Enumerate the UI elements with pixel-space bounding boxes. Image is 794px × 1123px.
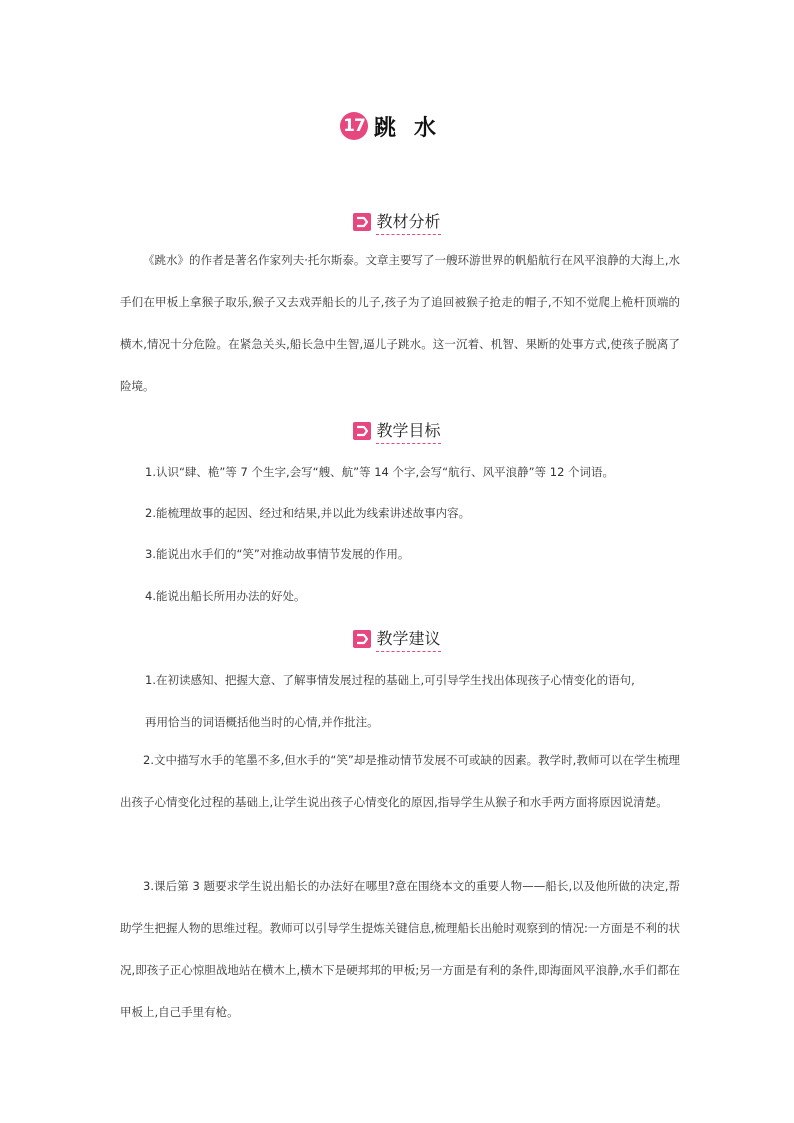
lesson-title: [0, 108, 794, 144]
suggestion-paragraph: 3.课后第 3 题要求学生说出船长的办法好在哪里?意在围绕本文的重要人物——船长,以及他所做的决定,帮助学生把握人物的思维过程。教师可以引导学生提炼关键信息,梳理船长出舱时观察到的情况:一方面是不利的状况,即孩子正心惊胆战地站在横木上,横木下是硬邦邦的甲板;另一方面是有利的条件,即海面风平浪静,水手们都在甲板上,自己手里有枪。: [120, 879, 680, 1019]
suggestion-item: 再用恰当的词语概括他当时的心情,并作批注。: [145, 715, 379, 729]
goal-item: 4.能说出船长所用办法的好处。: [145, 589, 306, 603]
suggestion-paragraph: 2.文中描写水手的笔墨不多,但水手的“笑”却是推动情节发展不可或缺的因素。教学时,教师可以在学生梳理出孩子心情变化过程的基础上,让学生说出孩子心情变化的原因,指导学生从猴子和水手两方面将原因说清楚。: [120, 753, 680, 809]
analysis-paragraph: 《跳水》的作者是著名作家列夫·托尔斯泰。文章主要写了一艘环游世界的帆船航行在风平浪静的大海上,水手们在甲板上拿猴子取乐,猴子又去戏弄船长的儿子,孩子为了追回被猴子抢走的帽子,不知不觉爬上桅杆顶端的横木,情况十分危险。在紧急关头,船长急中生智,逼儿子跳水。这一沉着、机智、果断的处事方式,使孩子脱离了险境。: [120, 253, 680, 393]
section-marker-icon: [353, 213, 371, 231]
suggestion-item: 1.在初读感知、把握大意、了解事情发展过程的基础上,可引导学生找出体现孩子心情变化的语句,: [145, 673, 635, 687]
section-marker-icon: [353, 422, 371, 440]
section-heading-analysis: [0, 209, 794, 235]
section-title: 教学建议: [376, 626, 440, 652]
lesson-title-text: 跳水: [373, 115, 454, 141]
section-title: 教材分析: [376, 209, 440, 235]
section-heading-goals: [0, 418, 794, 444]
lesson-number-badge: 17: [340, 112, 368, 140]
goal-item: 2.能梳理故事的起因、经过和结果,并以此为线索讲述故事内容。: [145, 506, 471, 520]
section-marker-icon: [353, 630, 371, 648]
section-title: 教学目标: [376, 418, 440, 444]
goal-item: 1.认识“肆、桅”等 7 个生字,会写“艘、航”等 14 个字,会写“航行、风平浪静”等 12 个词语。: [145, 465, 615, 479]
section-heading-suggestions: [0, 626, 794, 652]
goal-item: 3.能说出水手们的“笑”对推动故事情节发展的作用。: [145, 547, 410, 561]
